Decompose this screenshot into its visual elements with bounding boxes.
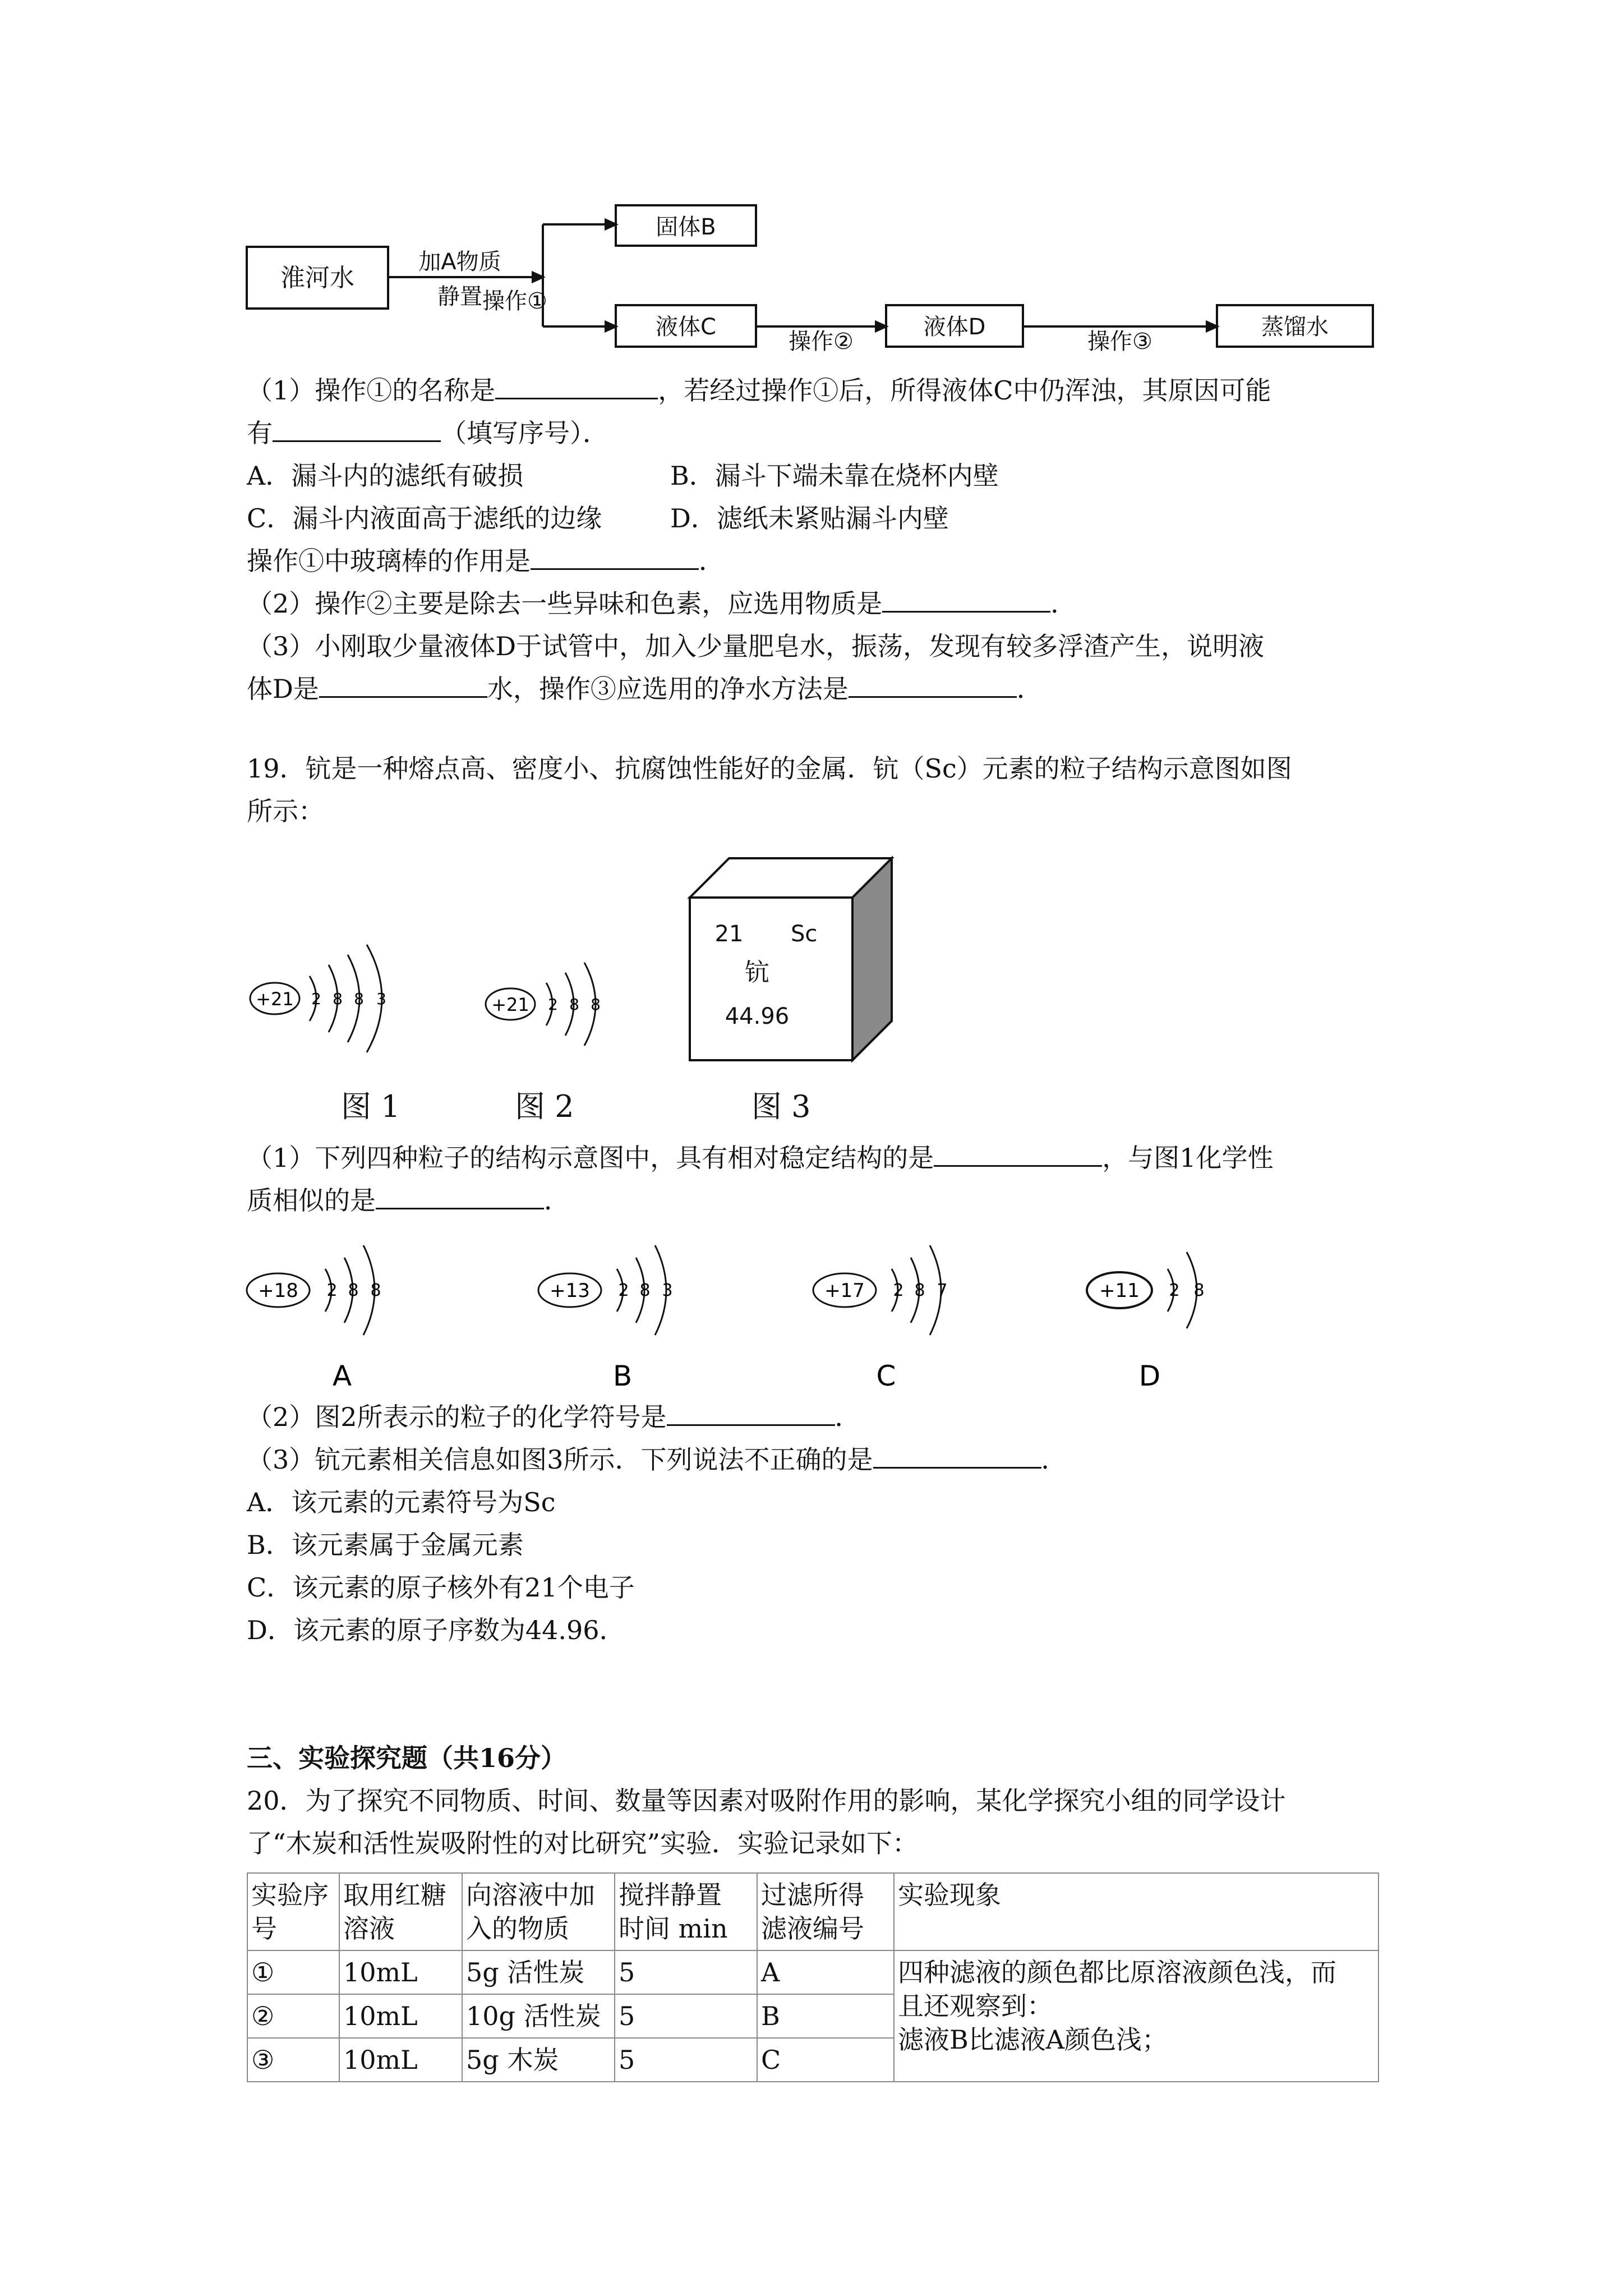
q19-part1-cont: 质相似的是 ． (247, 1185, 570, 1216)
fig1-nucleus: +21 (256, 988, 294, 1010)
liquid-d-label: 液体D (923, 314, 986, 340)
q19-option-c: C．该元素的原子核外有21个电子 (247, 1572, 635, 1603)
svg-text:2: 2 (1169, 1281, 1180, 1300)
q19-option-a: A．该元素的元素符号为Sc (247, 1487, 556, 1517)
q18-options-row1: A．漏斗内的滤纸有破损 B．漏斗下端未靠在烧杯内壁 (247, 461, 999, 491)
svg-text:7: 7 (937, 1281, 948, 1300)
op3-label: 操作③ (1087, 329, 1152, 355)
phenomenon-cell: 四种滤液的颜色都比原溶液颜色浅，而 且还观察到： 滤液B比滤液A颜色浅； (894, 1950, 1378, 2082)
q19-option-b: B．该元素属于金属元素 (247, 1530, 524, 1560)
source-label: 淮河水 (280, 264, 354, 292)
svg-text:2: 2 (326, 1281, 338, 1300)
svg-text:+18: +18 (258, 1280, 298, 1302)
svg-text:8: 8 (370, 1281, 381, 1300)
distilled-label: 蒸馏水 (1261, 314, 1329, 340)
svg-text:3: 3 (376, 990, 386, 1008)
header-cell: 实验现象 (894, 1873, 1378, 1950)
q18-part3-cont: 体D是 水，操作③应选用的净水方法是 ． (247, 674, 1043, 704)
particle-c-label: C (876, 1360, 896, 1392)
header-cell: 过滤所得 滤液编号 (757, 1873, 894, 1950)
svg-text:8: 8 (591, 995, 601, 1014)
fig2-ion-diagram (477, 948, 656, 1071)
svg-text:+13: +13 (550, 1280, 590, 1302)
answer-blank[interactable] (934, 1143, 1102, 1167)
svg-text:8: 8 (354, 990, 364, 1008)
q20-intro-cont: 了“木炭和活性炭吸附性的对比研究”实验．实验记录如下： (247, 1828, 919, 1858)
fig3-symbol: Sc (791, 921, 818, 947)
answer-blank[interactable] (882, 588, 1050, 613)
op1-label: 操作① (482, 288, 547, 314)
header-cell: 实验序 号 (247, 1873, 339, 1950)
svg-text:2: 2 (893, 1281, 904, 1300)
header-cell: 搅拌静置 时间 min (615, 1873, 757, 1950)
q19-option-d: D．该元素的原子序数为44.96． (247, 1615, 625, 1645)
svg-text:8: 8 (333, 990, 343, 1008)
svg-text:8: 8 (914, 1281, 925, 1300)
fig1-atom-diagram (247, 942, 426, 1077)
q19-intro: 19．钪是一种熔点高、密度小、抗腐蚀性能好的金属．钪（Sc）元素的粒子结构示意图如图 (247, 753, 1292, 784)
answer-blank[interactable] (495, 375, 658, 399)
fig1-caption: 图 1 (341, 1089, 400, 1124)
step1-label-top: 加A物质 (418, 249, 501, 275)
particle-b-diagram (538, 1245, 673, 1392)
q18-part1-cont: 有 （填写序号）． (247, 418, 608, 448)
q18-part1: （1）操作①的名称是 ，若经过操作①后，所得液体C中仍浑浊，其原因可能 (247, 375, 1271, 406)
answer-blank[interactable] (531, 546, 699, 570)
header-cell: 取用红糖 溶液 (339, 1873, 462, 1950)
answer-blank[interactable] (667, 1402, 835, 1426)
step1-label-bottom: 静置 (437, 284, 482, 310)
experiment-record-table (247, 1872, 1379, 2082)
op2-label: 操作② (789, 329, 854, 355)
solid-b-label: 固体B (656, 214, 716, 240)
header-cell: 向溶液中加 入的物质 (462, 1873, 615, 1950)
answer-blank[interactable] (376, 1185, 544, 1209)
answer-blank[interactable] (873, 1444, 1041, 1469)
svg-text:3: 3 (662, 1281, 673, 1300)
fig3-atomic-mass: 44.96 (725, 1004, 790, 1029)
svg-text:2: 2 (618, 1281, 629, 1300)
particle-d-label: D (1138, 1360, 1161, 1392)
purification-flowchart (241, 202, 1419, 359)
svg-text:2: 2 (311, 990, 321, 1008)
answer-blank[interactable] (319, 674, 487, 698)
particle-b-label: B (612, 1360, 633, 1392)
svg-text:2: 2 (548, 995, 558, 1014)
fig3-element-card (684, 853, 909, 1066)
particle-d-diagram (1087, 1252, 1205, 1392)
q20-intro: 20．为了探究不同物质、时间、数量等因素对吸附作用的影响，某化学探究小组的同学设计 (247, 1786, 1286, 1816)
table-row: ① 10mL 5g 活性炭 5 A 四种滤液的颜色都比原溶液颜色浅，而 且还观察到： 滤液B比滤液A颜色浅； (247, 1950, 1378, 1994)
q19-part2: （2）图2所表示的粒子的化学符号是 ． (247, 1402, 861, 1432)
q18-options-row2: C．漏斗内液面高于滤纸的边缘 D．滤纸未紧贴漏斗内壁 (247, 503, 949, 533)
svg-text:+11: +11 (1099, 1280, 1140, 1302)
liquid-c-label: 液体C (656, 314, 716, 340)
fig3-element-name: 钪 (745, 958, 769, 987)
svg-text:8: 8 (639, 1281, 651, 1300)
answer-blank[interactable] (849, 674, 1017, 698)
particle-a-diagram (247, 1245, 381, 1392)
particle-a-label: A (332, 1360, 352, 1392)
q19-part3: （3）钪元素相关信息如图3所示．下列说法不正确的是 ． (247, 1444, 1067, 1475)
q19-intro-cont: 所示： (247, 796, 324, 826)
table-header-row (247, 1873, 1378, 1950)
q18-glass-rod: 操作①中玻璃棒的作用是 ． (247, 546, 725, 576)
fig2-caption: 图 2 (515, 1089, 574, 1124)
answer-blank[interactable] (273, 418, 441, 442)
section3-title: 三、实验探究题（共16分） (247, 1743, 567, 1773)
fig2-nucleus: +21 (491, 994, 529, 1015)
fig3-atomic-number: 21 (714, 921, 744, 947)
particle-c-diagram (813, 1245, 948, 1392)
svg-text:8: 8 (1193, 1281, 1205, 1300)
particle-options (241, 1228, 1318, 1397)
svg-text:8: 8 (569, 995, 579, 1014)
fig3-caption: 图 3 (751, 1089, 811, 1124)
q18-part3: （3）小刚取少量液体D于试管中，加入少量肥皂水，振荡，发现有较多浮渣产生，说明液 (247, 631, 1265, 661)
table-row: ② 10mL 10g 活性炭 5 B (247, 1994, 1378, 2038)
svg-text:8: 8 (348, 1281, 359, 1300)
q18-part2: （2）操作②主要是除去一些异味和色素，应选用物质是 ． (247, 588, 1077, 619)
q19-part1: （1）下列四种粒子的结构示意图中，具有相对稳定结构的是 ，与图1化学性 (247, 1143, 1274, 1173)
svg-text:+17: +17 (824, 1280, 865, 1302)
table-row: ③ 10mL 5g 木炭 5 C (247, 2038, 1378, 2082)
